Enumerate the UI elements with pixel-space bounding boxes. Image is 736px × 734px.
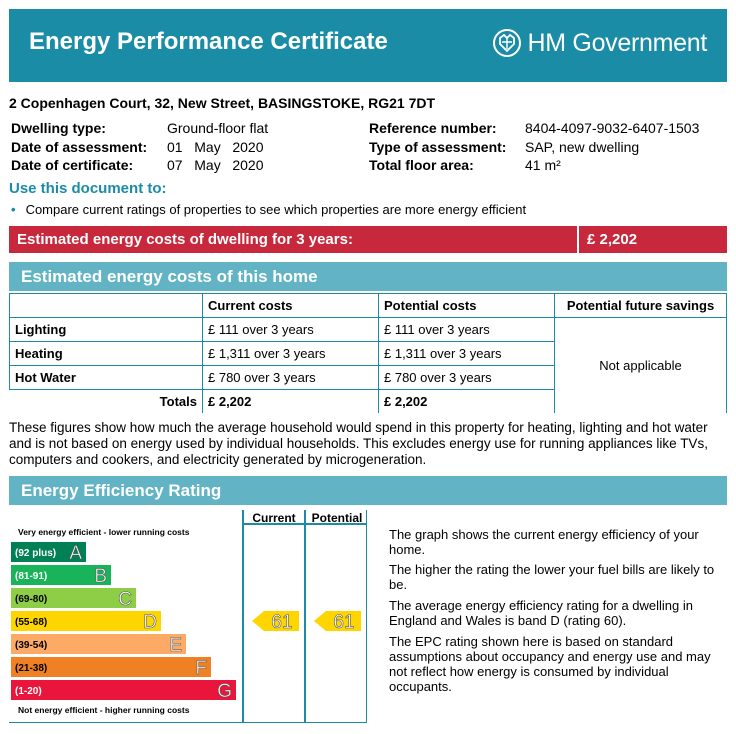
use-document-bullet [11, 202, 526, 217]
efficiency-note: The higher the rating the lower your fuel bills are likely to be. [389, 562, 715, 592]
band-range: (39-54) [15, 640, 48, 651]
current-cost: £ 111 over 3 years [203, 318, 379, 342]
government-name: HM Government [527, 28, 707, 57]
band-g [11, 680, 236, 700]
hm-government-logo [490, 27, 708, 59]
table-header: Potential future savings [555, 294, 727, 318]
meta-value: 41 m² [525, 157, 561, 173]
header-banner [9, 9, 727, 82]
use-document-heading: Use this document to: [9, 180, 167, 197]
potential-header: Potential [311, 511, 363, 525]
rating-chart [9, 510, 367, 723]
efficiency-rating-graph [9, 510, 367, 723]
meta-value: Ground-floor flat [167, 120, 269, 136]
meta-label: Reference number: [369, 120, 497, 136]
table-header: Current costs [203, 294, 379, 318]
table-row [10, 318, 727, 342]
current-rating-marker-value: 61 [271, 612, 293, 633]
future-savings: Not applicable [555, 318, 727, 414]
row-label: Lighting [10, 318, 203, 342]
table-header: Potential costs [379, 294, 555, 318]
costs-table [9, 293, 727, 413]
costs-section-header [9, 262, 727, 291]
meta-label: Date of certificate: [11, 157, 134, 173]
table-header-row [10, 294, 727, 318]
band-letter: F [195, 658, 207, 679]
band-range: (55-68) [15, 617, 48, 628]
section-title: Estimated energy costs of this home [21, 267, 318, 286]
band-range: (21-38) [15, 663, 48, 674]
meta-value: SAP, new dwelling [525, 139, 640, 155]
estimated-costs-value: £ 2,202 [577, 226, 637, 253]
potential-cost: £ 780 over 3 years [379, 366, 555, 390]
current-cost: £ 780 over 3 years [203, 366, 379, 390]
bullet-text: Compare current ratings of properties to see which properties are more energy efficient [25, 202, 527, 217]
totals-current: £ 2,202 [203, 390, 379, 414]
estimated-costs-label: Estimated energy costs of dwelling for 3 years: [17, 231, 353, 248]
meta-value: 8404-4097-9032-6407-1503 [525, 120, 700, 136]
band-letter: D [143, 612, 157, 633]
meta-label: Date of assessment: [11, 139, 148, 155]
efficiency-section-header [9, 476, 727, 505]
section-title: Energy Efficiency Rating [21, 481, 222, 500]
estimated-costs-bar [9, 226, 727, 253]
current-header: Current [252, 511, 296, 525]
totals-potential: £ 2,202 [379, 390, 555, 414]
current-cost: £ 1,311 over 3 years [203, 342, 379, 366]
band-letter: B [94, 566, 107, 587]
band-letter: E [169, 635, 182, 656]
band-range: (1-20) [15, 686, 42, 697]
meta-label: Total floor area: [369, 157, 474, 173]
meta-label: Dwelling type: [11, 120, 106, 136]
band-letter: G [217, 681, 232, 702]
table-header [10, 294, 203, 318]
row-label: Heating [10, 342, 203, 366]
rating-bands [11, 542, 236, 702]
rating-markers [252, 611, 361, 633]
band-letter: A [69, 543, 82, 564]
band-range: (81-91) [15, 571, 48, 582]
page-title: Energy Performance Certificate [29, 28, 388, 55]
totals-label: Totals [10, 390, 203, 414]
top-caption: Very energy efficient - lower running costs [18, 527, 190, 537]
row-label: Hot Water [10, 366, 203, 390]
band-range: (69-80) [15, 594, 48, 605]
potential-cost: £ 111 over 3 years [379, 318, 555, 342]
meta-label: Type of assessment: [369, 139, 507, 155]
costs-description: These figures show how much the average household would spend in this property for heating, lighting and hot water and is not based on energy used by individual households. This excludes energy use for running appliances like TVs, computers and cookers, and electricity generated by microgeneration. [9, 420, 708, 467]
royal-crest-icon [490, 27, 524, 59]
meta-value: 01 May 2020 [167, 139, 264, 155]
property-address: 2 Copenhagen Court, 32, New Street, BASINGSTOKE, RG21 7DT [9, 95, 436, 111]
potential-cost: £ 1,311 over 3 years [379, 342, 555, 366]
efficiency-note: The graph shows the current energy efficiency of your home. [389, 527, 699, 557]
bullet-icon: • [11, 202, 16, 217]
band-letter: C [118, 589, 132, 610]
band-range: (92 plus) [15, 548, 57, 559]
efficiency-note: The EPC rating shown here is based on standard assumptions about occupancy and energy use and may not reflect how energy is consumed by individual occupants. [389, 634, 711, 694]
potential-rating-marker-value: 61 [333, 612, 355, 633]
efficiency-note: The average energy efficiency rating for a dwelling in England and Wales is band D (rating 60). [389, 598, 693, 628]
meta-value: 07 May 2020 [167, 157, 264, 173]
bottom-caption: Not energy efficient - higher running costs [18, 705, 190, 715]
